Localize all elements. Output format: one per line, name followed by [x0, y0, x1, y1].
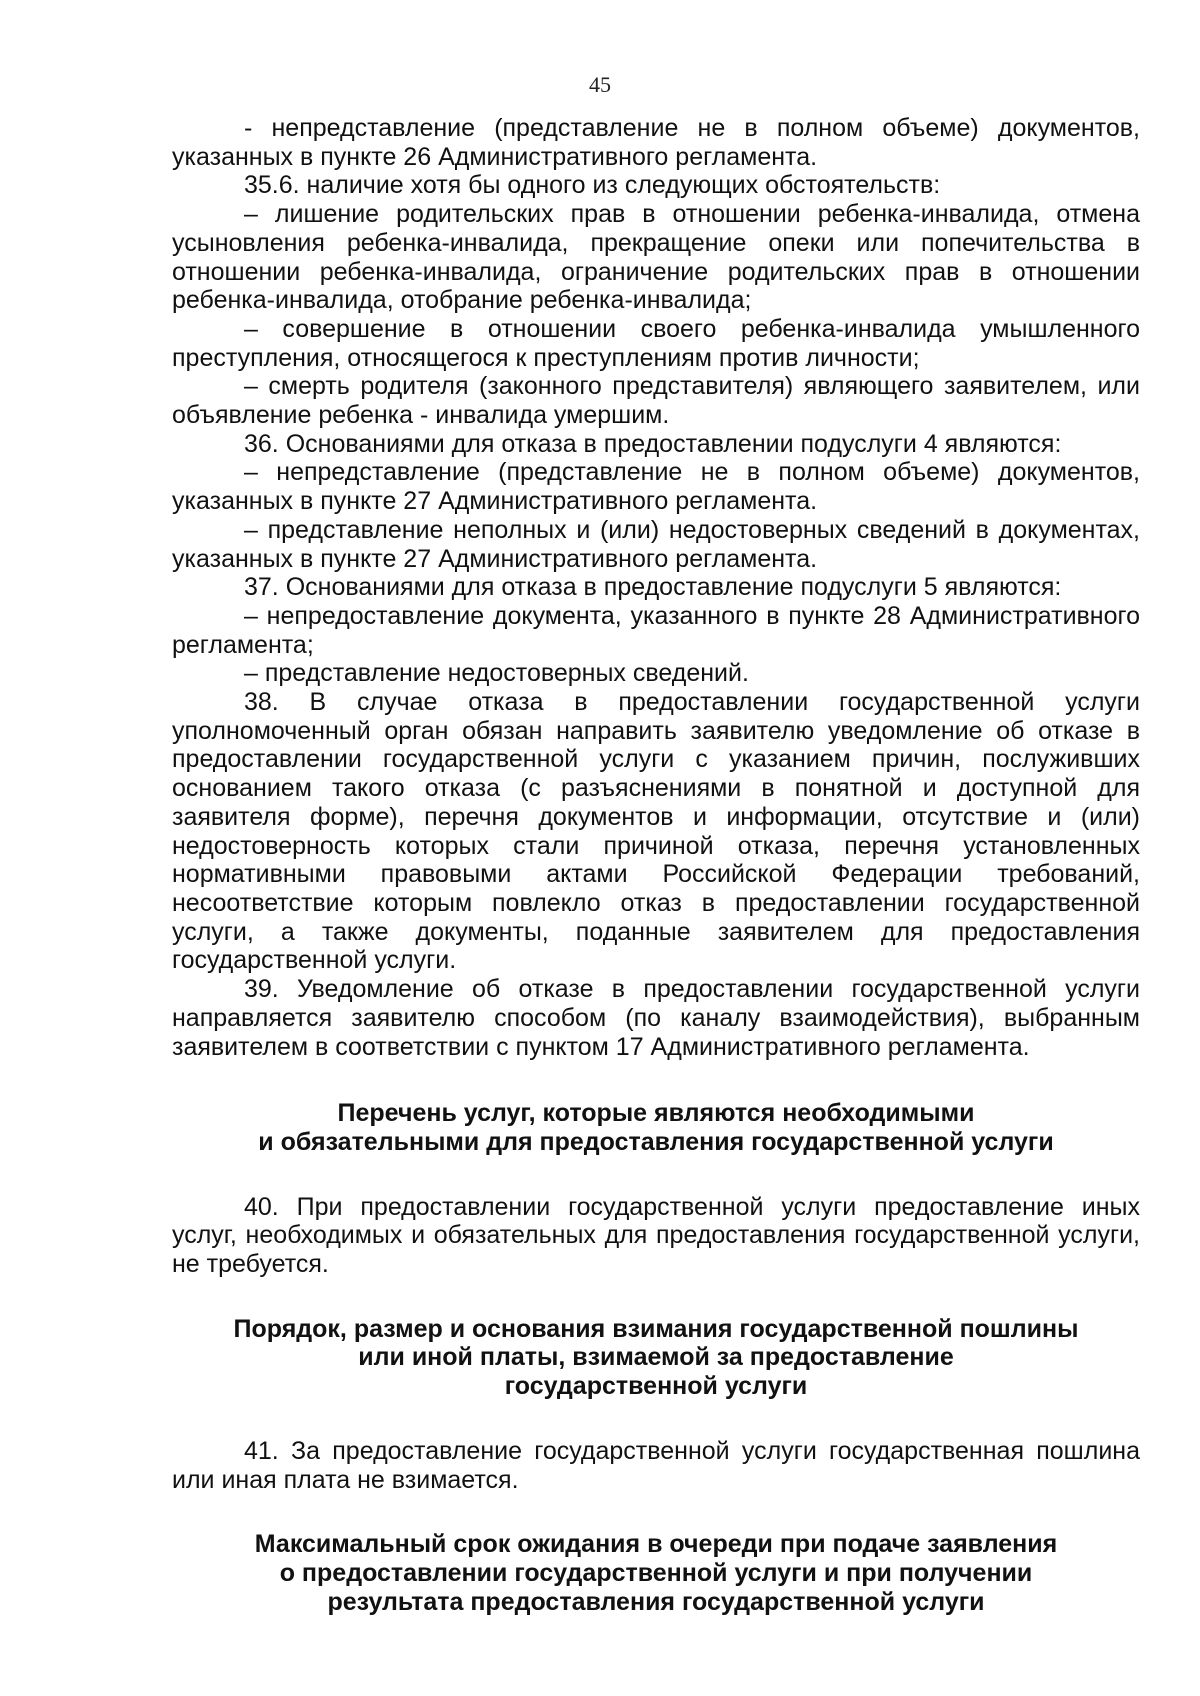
heading-line: государственной услуги: [504, 1372, 808, 1401]
heading-line: результата предоставления государственной услуги: [327, 1587, 985, 1616]
section-heading-state-fee: [172, 1315, 1140, 1401]
paragraph-37-item-1: – непредоставление документа, указанного в пункте 28 Административного регламента;: [172, 601, 1140, 659]
paragraph-35-6-item-3: – смерть родителя (законного представителя) являющего заявителем, или объявление ребенка - инвалида умершим.: [172, 372, 1140, 430]
document-body: [172, 114, 1140, 1616]
heading-line: о предоставлении государственной услуги и при получении: [279, 1558, 1033, 1587]
paragraph-36: 36. Основаниями для отказа в предоставлении подуслуги 4 являются:: [244, 429, 1062, 458]
paragraph-35-6-item-2: – совершение в отношении своего ребенка-инвалида умышленного преступления, относящегося к преступлениям против личности;: [172, 314, 1140, 372]
paragraph-37: 37. Основаниями для отказа в предоставление подуслуги 5 являются:: [244, 573, 1062, 602]
paragraph-39: 39. Уведомление об отказе в предоставлении государственной услуги направляется заявителю способом (по каналу взаимодействия), выбранным заявителем в соответствии с пунктом 17 Административного регламента.: [172, 975, 1140, 1061]
section-heading-queue-time: [172, 1530, 1140, 1616]
heading-line: Перечень услуг, которые являются необходимыми: [337, 1099, 975, 1128]
paragraph-35-6-item-1: – лишение родительских прав в отношении ребенка-инвалида, отмена усыновления ребенка-инвалида, прекращение опеки или попечительства в отношении ребенка-инвалида, ограничение родительских прав в отношении ребенка-инвалида, отобрание ребенка-инвалида;: [172, 200, 1140, 315]
paragraph-36-item-1: – непредставление (представление не в полном объеме) документов, указанных в пункте 27 Административного регламента.: [172, 458, 1140, 516]
paragraph-37-item-2: – представление недостоверных сведений.: [244, 659, 749, 688]
paragraph-40: 40. При предоставлении государственной услуги предоставление иных услуг, необходимых и обязательных для предоставления государственной услуги, не требуется.: [172, 1192, 1140, 1279]
heading-line: Порядок, размер и основания взимания государственной пошлины: [233, 1314, 1079, 1343]
heading-line: или иной платы, взимаемой за предоставление: [358, 1343, 954, 1372]
paragraph-36-item-2: – представление неполных и (или) недостоверных сведений в документах, указанных в пункте 27 Административного регламента.: [172, 515, 1140, 573]
paragraph-35-6: 35.6. наличие хотя бы одного из следующих обстоятельств:: [244, 171, 941, 200]
page-number: 45: [589, 72, 611, 97]
heading-line: и обязательными для предоставления государственной услуги: [258, 1127, 1054, 1156]
paragraph-35-5-item: - непредставление (представление не в полном объеме) документов, указанных в пункте 26 Административного регламента.: [172, 114, 1140, 171]
paragraph-38: 38. В случае отказа в предоставлении государственной услуги уполномоченный орган обязан направить заявителю уведомление об отказе в предоставлении государственной услуги с указанием причин, послуживших основанием такого отказа (с разъяснениями в понятной и доступной для заявителя форме), перечня документов и информации, отсутствие и (или) недостоверность которых стали причиной отказа, перечня установленных нормативными правовыми актами Российской Федерации требований, несоответствие которым повлекло отказ в предоставлении государственной услуги, а также документы, поданные заявителем для предоставления государственной услуги.: [172, 688, 1140, 975]
paragraph-41: 41. За предоставление государственной услуги государственная пошлина или иная плата не взимается.: [172, 1436, 1140, 1494]
heading-line: Максимальный срок ожидания в очереди при подаче заявления: [254, 1530, 1058, 1559]
section-heading-required-services: [172, 1099, 1140, 1156]
